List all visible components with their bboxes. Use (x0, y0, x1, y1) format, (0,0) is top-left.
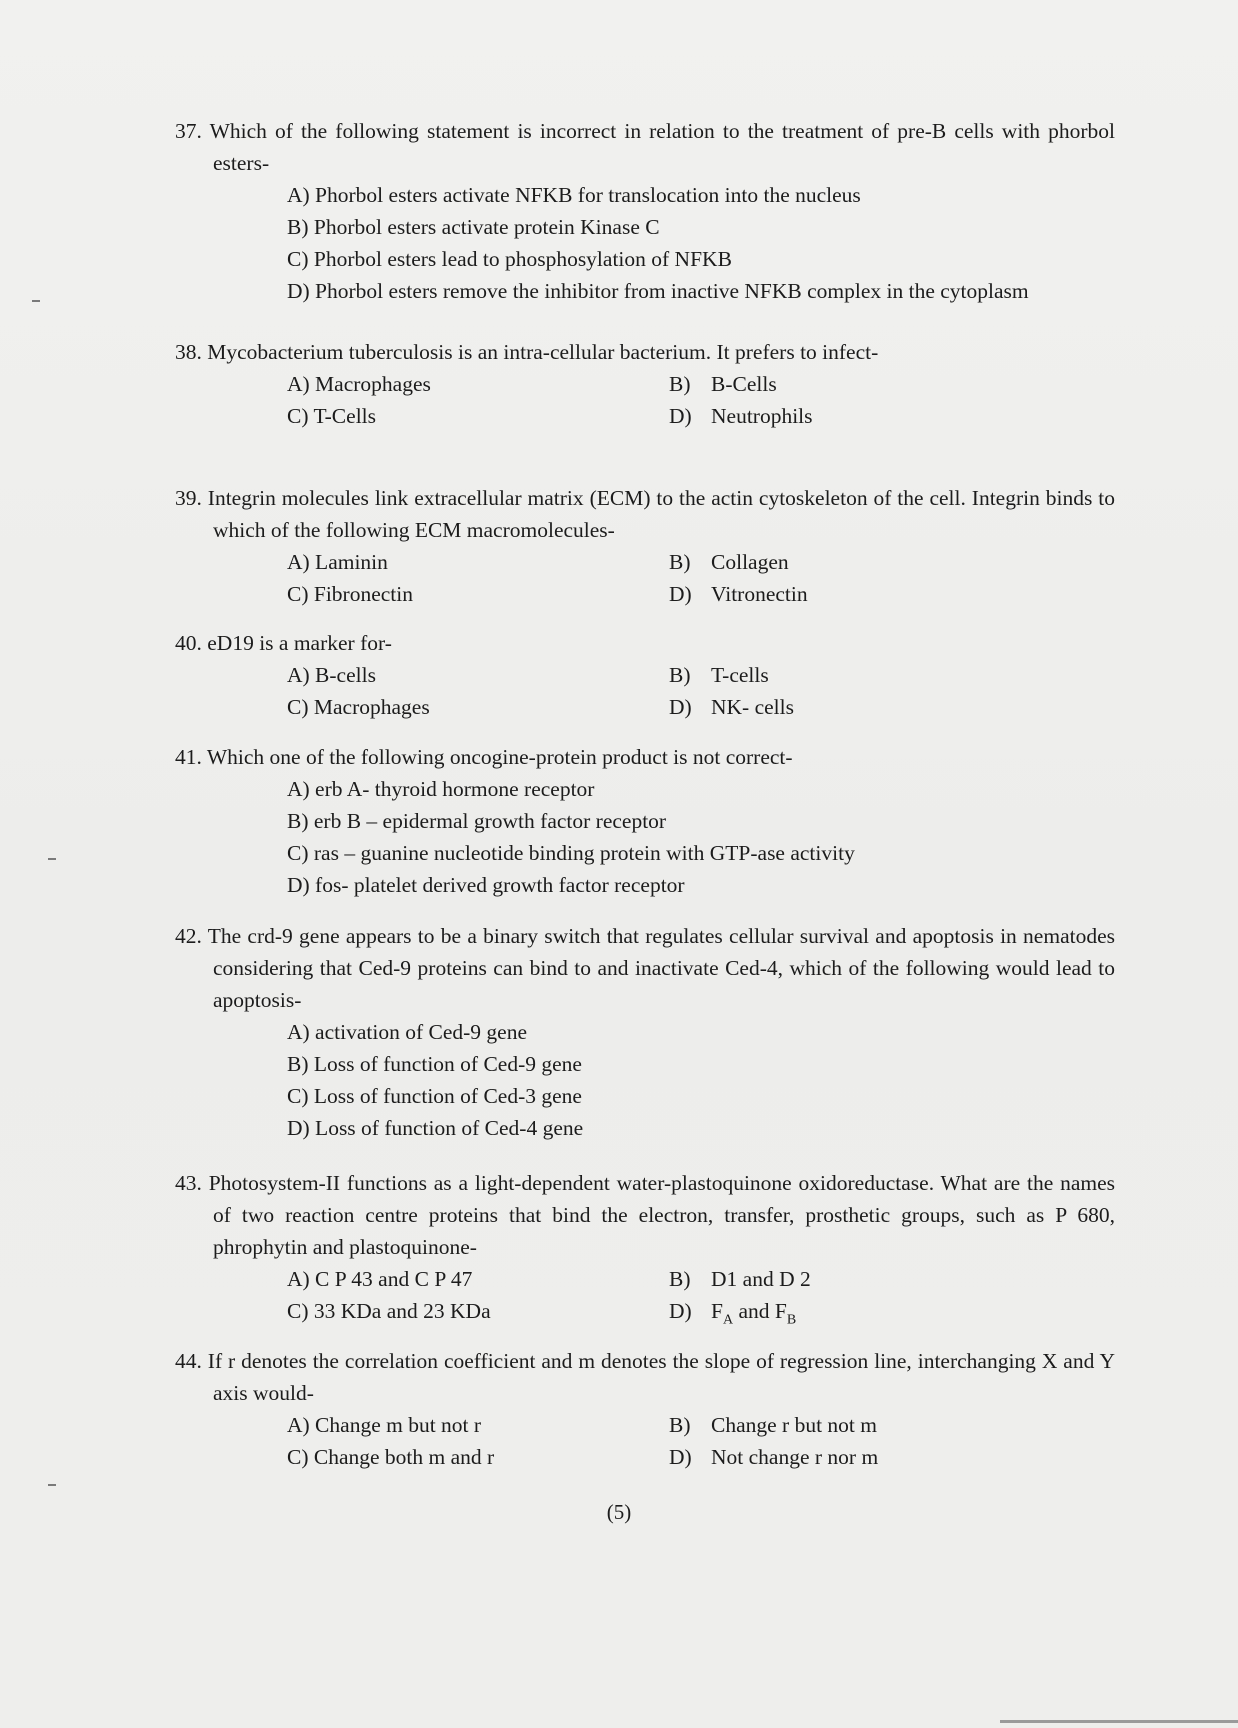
option-d: D) Phorbol esters remove the inhibitor from inactive NFKB complex in the cytoplasm (287, 279, 1029, 303)
question-44 (175, 1345, 1115, 1473)
option-c: C) Change both m and r (287, 1445, 495, 1469)
option-c: C) Macrophages (287, 695, 430, 719)
question-43 (175, 1167, 1115, 1336)
subscript-a: A (722, 1312, 734, 1328)
option-d: Vitronectin (711, 582, 808, 606)
option-b: T-cells (711, 663, 769, 687)
option-b: B) Loss of function of Ced-9 gene (287, 1052, 582, 1076)
scan-mark (32, 300, 40, 302)
question-39 (175, 482, 1115, 610)
question-stem: 41. Which one of the following oncogine-protein product is not correct- (175, 745, 793, 769)
option-d: D) fos- platelet derived growth factor receptor (287, 873, 685, 897)
option-c: C) Fibronectin (287, 582, 413, 606)
question-40 (175, 627, 1115, 723)
option-b-letter: B) (669, 1413, 691, 1437)
option-a: A) erb A- thyroid hormone receptor (287, 777, 595, 801)
option-c: C) T-Cells (287, 404, 377, 428)
option-d-letter: D) (669, 1299, 692, 1323)
option-d-letter: D) (669, 582, 692, 606)
option-d: $F_A$ and $F_B$ (711, 1299, 797, 1328)
question-stem: 37. Which of the following statement is incorrect in relation to the treatment of pre-B cells with phorbol esters- (175, 119, 1115, 175)
option-b-letter: B) (669, 1267, 691, 1291)
question-41 (175, 741, 1115, 901)
option-d-letter: D) (669, 404, 692, 428)
question-stem: 38. Mycobacterium tuberculosis is an intra-cellular bacterium. It prefers to infect- (175, 340, 879, 364)
option-b: B-Cells (711, 372, 777, 396)
option-c: C) Loss of function of Ced-3 gene (287, 1084, 582, 1108)
option-d: Neutrophils (711, 404, 813, 428)
question-stem: 40. eD19 is a marker for- (175, 631, 392, 655)
page-number: (5) (606, 1500, 632, 1524)
option-b: Collagen (711, 550, 789, 574)
question-37 (175, 115, 1115, 307)
question-stem: 43. Photosystem-II functions as a light-dependent water-plastoquinone oxidoreductase. What are the names of two reaction centre proteins that bind the electron, transfer, prosthetic groups, such as P 680, phrophytin and plastoquinone- (175, 1171, 1115, 1259)
option-b: D1 and D 2 (711, 1267, 811, 1291)
option-b-letter: B) (669, 372, 691, 396)
option-b-letter: B) (669, 663, 691, 687)
option-b-letter: B) (669, 550, 691, 574)
option-b: B) Phorbol esters activate protein Kinase C (287, 215, 660, 239)
option-b: B) erb B – epidermal growth factor receptor (287, 809, 667, 833)
option-a: A) Macrophages (287, 372, 431, 396)
option-c: C) Phorbol esters lead to phosphosylation of NFKB (287, 247, 732, 271)
option-d: NK- cells (711, 695, 794, 719)
option-d-letter: D) (669, 695, 692, 719)
option-a: A) Change m but not r (287, 1413, 482, 1437)
scan-edge-mark (1000, 1720, 1238, 1723)
scan-mark (48, 1484, 56, 1486)
option-d-letter: D) (669, 1445, 692, 1469)
option-a: A) Laminin (287, 550, 388, 574)
option-b: Change r but not m (711, 1413, 878, 1437)
option-c: C) 33 KDa and 23 KDa (287, 1299, 491, 1323)
option-a: A) Phorbol esters activate NFKB for translocation into the nucleus (287, 183, 861, 207)
option-a: A) B-cells (287, 663, 376, 687)
question-38 (175, 336, 1115, 432)
question-stem: 42. The crd-9 gene appears to be a binary switch that regulates cellular survival and apoptosis in nematodes considering that Ced-9 proteins can bind to and inactivate Ced-4, which of the following would lead to apoptosis- (175, 924, 1115, 1012)
option-d: Not change r nor m (711, 1445, 879, 1469)
option-a: A) C P 43 and C P 47 (287, 1267, 473, 1291)
option-a: A) activation of Ced-9 gene (287, 1020, 527, 1044)
subscript-b: B (786, 1312, 797, 1328)
question-42 (175, 920, 1115, 1144)
option-d: D) Loss of function of Ced-4 gene (287, 1116, 584, 1140)
question-stem: 39. Integrin molecules link extracellular matrix (ECM) to the actin cytoskeleton of the cell. Integrin binds to which of the following ECM macromolecules- (175, 486, 1115, 542)
question-stem: 44. If r denotes the correlation coefficient and m denotes the slope of regression line, interchanging X and Y axis would- (175, 1349, 1115, 1405)
option-c: C) ras – guanine nucleotide binding protein with GTP-ase activity (287, 841, 855, 865)
scan-mark (48, 858, 56, 860)
